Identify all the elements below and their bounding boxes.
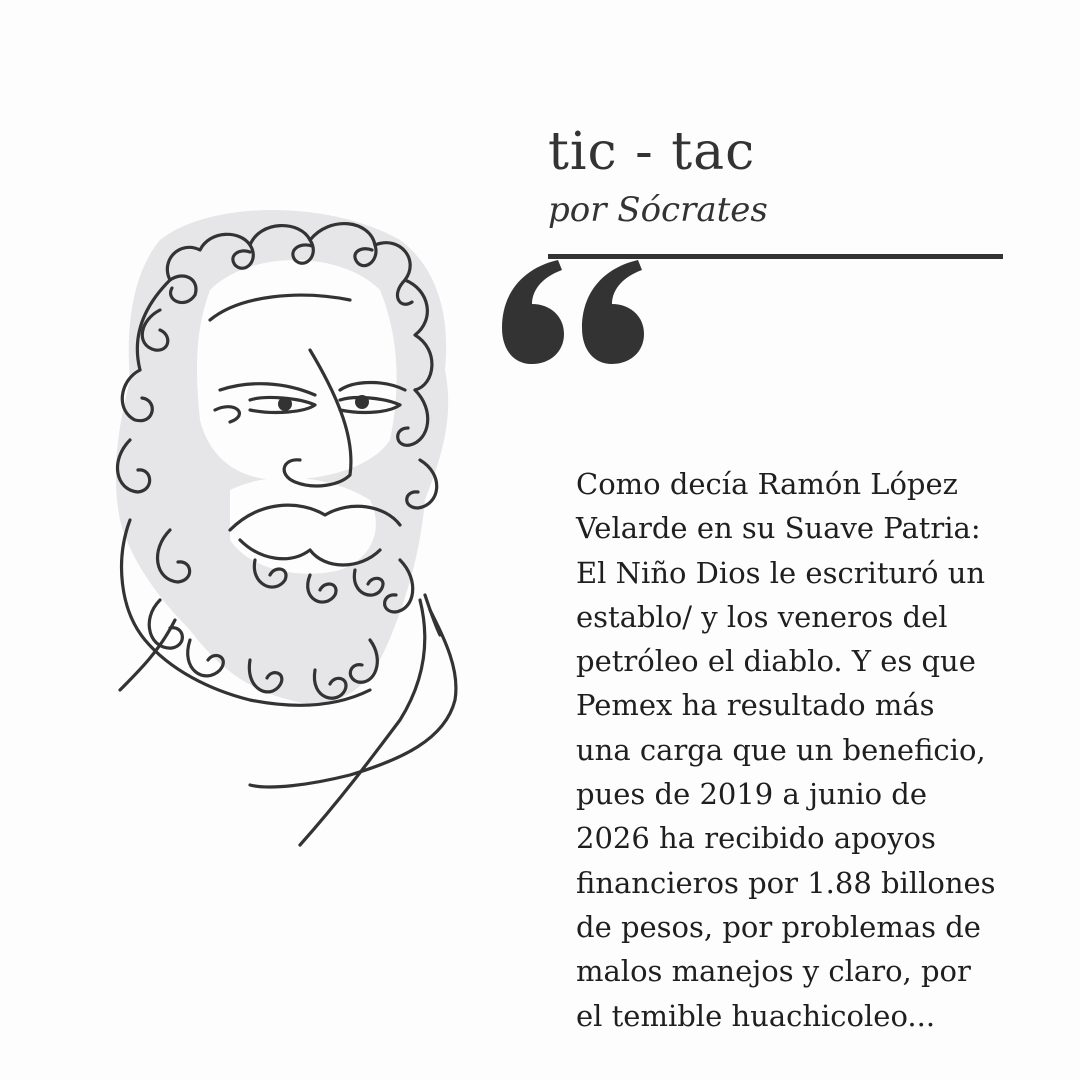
column-title: tic - tac (548, 122, 756, 182)
column-byline: por Sócrates (548, 190, 768, 230)
socrates-portrait-illustration (100, 200, 480, 860)
opening-quote-icon (498, 258, 658, 368)
quote-body-text: Como decía Ramón López Velarde en su Suave Patria: El Niño Dios le escrituró un establo/ y los veneros del petróleo el diablo. Y es que Pemex ha resultado más una carga que un beneficio, pues de 2019 a junio de 2026 ha recibido apoyos financieros por 1.88 billones de pesos, por problemas de malos manejos y claro, por el temible huachicoleo... (576, 467, 996, 1033)
